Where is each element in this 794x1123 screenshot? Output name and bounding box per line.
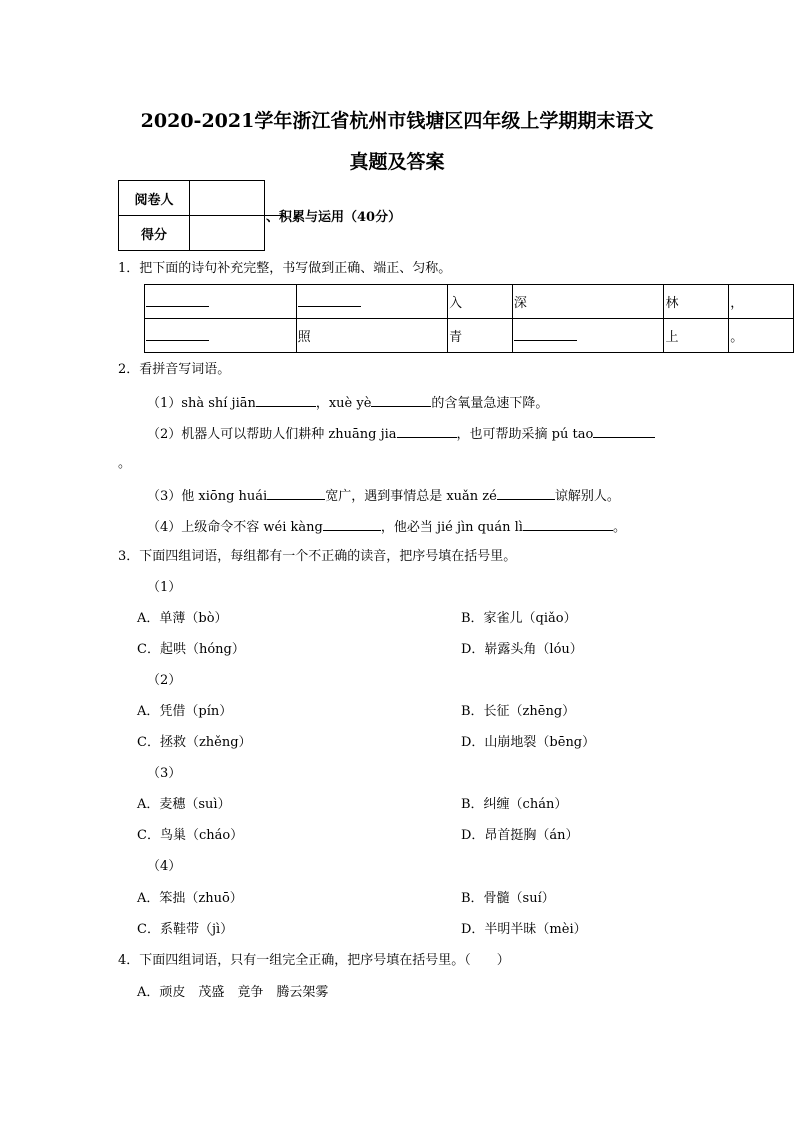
score-cell[interactable]	[190, 216, 265, 251]
poem-blank[interactable]	[296, 285, 448, 319]
option-b[interactable]: B．纠缠（chán）	[461, 797, 568, 812]
answer-blank[interactable]	[593, 423, 655, 438]
q2-item-1	[147, 392, 548, 414]
reviewer-cell[interactable]	[190, 181, 265, 216]
option-d[interactable]: D．半明半昧（mèi）	[461, 922, 587, 937]
poem-table	[144, 284, 794, 353]
option-c[interactable]: C．系鞋带（jì）	[137, 922, 234, 937]
q3-group-num: （2）	[147, 673, 182, 688]
option-b[interactable]: B．家雀儿（qiǎo）	[461, 611, 577, 626]
section-heading: 、积累与运用（40分）	[266, 210, 402, 225]
reviewer-label: 阅卷人	[119, 181, 190, 216]
question-3: 3．下面四组词语，每组都有一个不正确的读音，把序号填在括号里。	[118, 549, 517, 564]
option-a[interactable]: A．凭借（pín）	[137, 704, 233, 719]
answer-blank[interactable]	[523, 516, 613, 531]
poem-blank[interactable]	[512, 319, 664, 353]
poem-blank[interactable]	[145, 285, 297, 319]
option-b[interactable]: B．长征（zhēng）	[461, 704, 576, 719]
option-a[interactable]: A．笨拙（zhuō）	[137, 891, 243, 906]
q2-4-text-c: 。	[612, 520, 626, 535]
question-1: 1．把下面的诗句补充完整，书写做到正确、端正、匀称。	[118, 261, 452, 276]
q2-1-text-b: ，xuè yè	[315, 396, 372, 411]
grader-table	[118, 180, 265, 251]
option-a[interactable]: A．顽皮 茂盛 竟争 腾云架雾	[137, 985, 329, 1000]
q2-3-text-c: 谅解别人。	[554, 489, 620, 504]
q2-item-4	[147, 516, 626, 538]
option-d[interactable]: D．昂首挺胸（án）	[461, 828, 579, 843]
poem-char: 上	[664, 319, 729, 353]
q2-3-text-a: （3）他 xiōng huái	[147, 489, 268, 504]
q2-item-2	[147, 423, 655, 445]
page-title-line1: 2020-2021学年浙江省杭州市钱塘区四年级上学期期末语文	[140, 110, 654, 132]
poem-punct: ，	[729, 285, 794, 319]
option-b[interactable]: B．骨髓（suí）	[461, 891, 555, 906]
answer-blank[interactable]	[256, 392, 316, 407]
option-c[interactable]: C．起哄（hóng）	[137, 642, 245, 657]
q3-group-num: （1）	[147, 580, 182, 595]
poem-char: 青	[448, 319, 513, 353]
q2-3-text-b: 宽广，遇到事情总是 xuǎn zé	[325, 489, 497, 504]
answer-blank[interactable]	[323, 516, 381, 531]
answer-blank[interactable]	[397, 423, 457, 438]
poem-char: 林	[664, 285, 729, 319]
poem-row	[145, 285, 794, 319]
poem-char: 深	[512, 285, 664, 319]
page-title-line2: 真题及答案	[349, 151, 445, 173]
q2-4-text-b: ，他必当 jié jìn quán lì	[380, 520, 523, 535]
q2-2-text-b: ，也可帮助采摘 pú tao	[456, 427, 594, 442]
poem-char: 入	[448, 285, 513, 319]
poem-blank[interactable]	[145, 319, 297, 353]
option-a[interactable]: A．单薄（bò）	[137, 611, 228, 626]
answer-blank[interactable]	[371, 392, 431, 407]
option-c[interactable]: C．鸟巢（cháo）	[137, 828, 244, 843]
poem-row	[145, 319, 794, 353]
question-2: 2．看拼音写词语。	[118, 362, 231, 377]
poem-punct: 。	[729, 319, 794, 353]
option-a[interactable]: A．麦穗（suì）	[137, 797, 231, 812]
poem-char: 照	[296, 319, 448, 353]
option-d[interactable]: D．崭露头角（lóu）	[461, 642, 583, 657]
option-c[interactable]: C．拯救（zhěng）	[137, 735, 252, 750]
q3-group-num: （4）	[147, 859, 182, 874]
score-label: 得分	[119, 216, 190, 251]
q2-4-text-a: （4）上级命令不容 wéi kàng	[147, 520, 323, 535]
q2-1-text-a: （1）shà shí jiān	[147, 396, 256, 411]
option-d[interactable]: D．山崩地裂（bēng）	[461, 735, 596, 750]
q2-item-2-end: 。	[118, 456, 132, 471]
answer-blank[interactable]	[497, 485, 555, 500]
q2-item-3	[147, 485, 620, 507]
q3-group-num: （3）	[147, 766, 182, 781]
question-4: 4．下面四组词语，只有一组完全正确，把序号填在括号里。（ ）	[118, 953, 510, 968]
q2-1-text-c: 的含氧量急速下降。	[431, 396, 549, 411]
q2-2-text-a: （2）机器人可以帮助人们耕种 zhuāng jia	[147, 427, 397, 442]
answer-blank[interactable]	[267, 485, 325, 500]
